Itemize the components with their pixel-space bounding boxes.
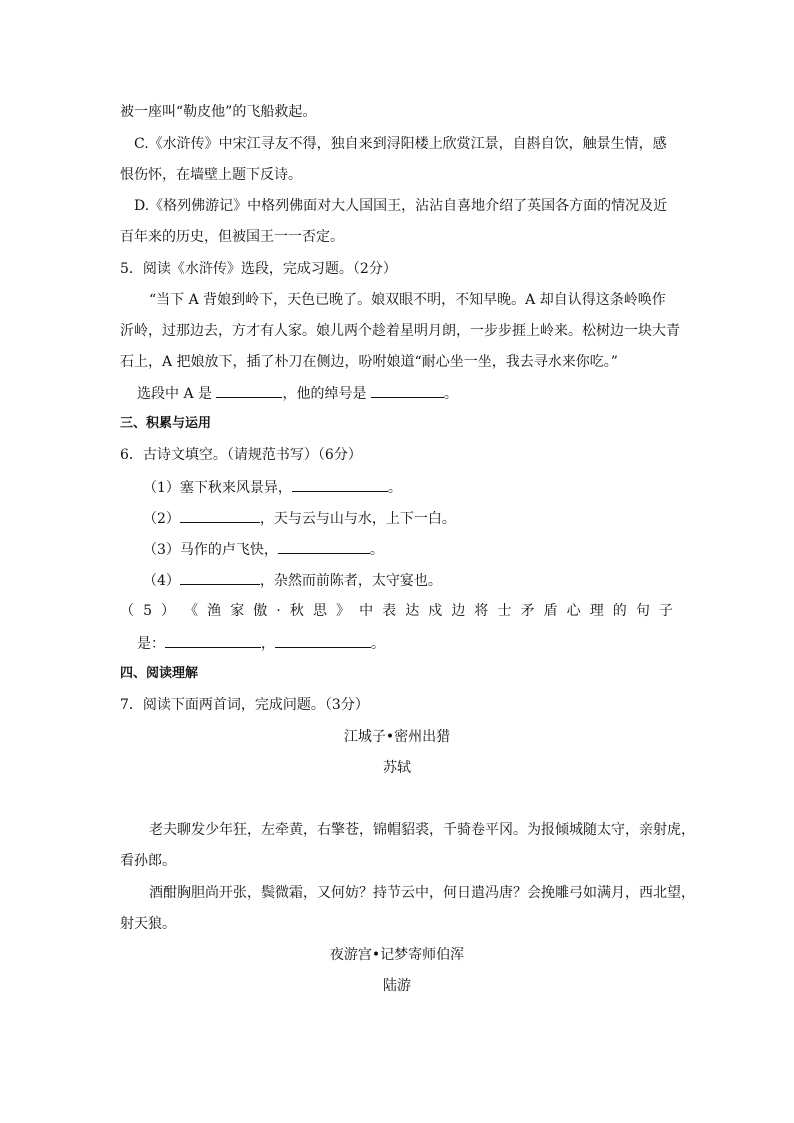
q6-5-char: 子 bbox=[658, 603, 673, 619]
q6-item-5-line2 bbox=[137, 633, 385, 654]
q6-5-comma: ， bbox=[261, 636, 275, 652]
q6-5-char: 》 bbox=[336, 603, 350, 619]
q6-3-text: （3）马作的卢飞快， bbox=[143, 542, 278, 558]
poem1-line4: 射天狼。 bbox=[120, 916, 176, 932]
poem1-line2: 看孙郎。 bbox=[120, 853, 176, 869]
q6-5-char: （ bbox=[120, 603, 134, 619]
q6-item-1 bbox=[143, 477, 402, 498]
q6-5-char: 将 bbox=[474, 603, 489, 619]
q6-1-blank[interactable] bbox=[292, 477, 388, 492]
q6-4-text: （4） bbox=[143, 573, 180, 589]
section-4-heading: 四、阅读理解 bbox=[120, 666, 199, 681]
answer-blank-a[interactable] bbox=[216, 383, 282, 398]
q6-item-4 bbox=[143, 570, 442, 591]
q6-5-char: 理 bbox=[589, 603, 604, 619]
q6-5-char: 家 bbox=[230, 603, 245, 619]
q6-item-2 bbox=[143, 508, 456, 529]
q6-item-5-line1 bbox=[120, 601, 673, 621]
poem2-title: 夜游宫•记梦寄师伯浑 bbox=[329, 947, 465, 963]
q6-5-char: 5 bbox=[143, 603, 152, 619]
q6-5-char: 秋 bbox=[289, 603, 304, 619]
poem2-author: 陆游 bbox=[383, 978, 411, 994]
q6-5-char: 矛 bbox=[520, 603, 535, 619]
q6-3-end: 。 bbox=[369, 542, 384, 558]
answer-blank-nickname[interactable] bbox=[371, 383, 444, 398]
q6-5-char: 达 bbox=[405, 603, 420, 619]
q6-5-char: ） bbox=[161, 603, 176, 619]
option-d-line2: 百年来的历史，但被国王一一否定。 bbox=[120, 229, 344, 245]
q6-4-end: ，杂然而前陈者，太守宴也。 bbox=[259, 573, 442, 589]
question-7: 7．阅读下面两首词，完成问题。（3分） bbox=[120, 697, 369, 713]
q6-3-blank[interactable] bbox=[278, 539, 370, 554]
q6-5-end: 。 bbox=[371, 636, 385, 652]
q6-2-blank[interactable] bbox=[180, 508, 260, 523]
q6-5-char: 思 bbox=[312, 603, 327, 619]
option-d-line1: D.《格列佛游记》中格列佛面对大人国国王，沾沾自喜地介绍了英国各方面的情况及近 bbox=[134, 198, 668, 214]
q6-5-char: 渔 bbox=[207, 603, 222, 619]
q6-5-char: 表 bbox=[382, 603, 397, 619]
poem1-line1: 老夫聊发少年狂，左牵黄，右擎苍，锦帽貂裘，千骑卷平冈。为报倾城随太守，亲射虎， bbox=[149, 822, 695, 838]
q6-5-char: 边 bbox=[451, 603, 466, 619]
excerpt-line3: 石上，A 把娘放下，插了朴刀在侧边，吩咐娘道“耐心坐一坐，我去寻水来你吃。” bbox=[120, 354, 618, 370]
q6-1-end: 。 bbox=[387, 480, 402, 496]
option-c-line2: 恨伤怀，在墙壁上题下反诗。 bbox=[120, 167, 302, 183]
q6-5-char: 的 bbox=[612, 603, 627, 619]
q6-5-blank-1[interactable] bbox=[165, 633, 261, 648]
q6-5-char: 戍 bbox=[428, 603, 443, 619]
q6-5-char: · bbox=[276, 603, 281, 619]
q6-5-char: 句 bbox=[635, 603, 650, 619]
poem1-author: 苏轼 bbox=[383, 760, 411, 776]
q6-5-char: 中 bbox=[359, 603, 374, 619]
q6-item-3 bbox=[143, 539, 384, 560]
q6-1-text: （1）塞下秋来风景异， bbox=[143, 480, 292, 496]
answer-prefix: 选段中 A 是 bbox=[137, 386, 217, 402]
question-5-answer-line bbox=[137, 383, 458, 404]
section-3-heading: 三、积累与运用 bbox=[120, 416, 212, 431]
q6-5-char: 盾 bbox=[543, 603, 558, 619]
q6-5-prefix: 是： bbox=[137, 636, 165, 652]
answer-end: 。 bbox=[443, 386, 458, 402]
excerpt-line1: “当下 A 背娘到岭下，天色已晚了。娘双眼不明，不知早晚。A 却自认得这条岭唤作 bbox=[149, 292, 666, 308]
question-5: 5．阅读《水浒传》选段，完成习题。（2分） bbox=[120, 261, 397, 277]
q6-4-blank[interactable] bbox=[180, 570, 260, 585]
q6-5-blank-2[interactable] bbox=[275, 633, 371, 648]
question-6: 6．古诗文填空。（请规范书写）（6分） bbox=[120, 447, 362, 463]
excerpt-line2: 沂岭，过那边去，方才有人家。娘儿两个趁着星明月朗，一步步捱上岭来。松树边一块大青 bbox=[120, 323, 680, 339]
q6-2-end: ，天与云与山与水，上下一白。 bbox=[259, 511, 456, 527]
q6-5-char: 傲 bbox=[253, 603, 268, 619]
option-b-continued: 被一座叫“勒皮他”的飞船救起。 bbox=[120, 104, 317, 120]
poem1-title: 江城子•密州出猎 bbox=[343, 729, 451, 745]
q6-5-char: 心 bbox=[566, 603, 581, 619]
q6-5-char: 《 bbox=[184, 603, 199, 619]
q6-5-char: 士 bbox=[497, 603, 512, 619]
poem1-line3: 酒酣胸胆尚开张，鬓微霜，又何妨？持节云中，何日遣冯唐？会挽雕弓如满月，西北望， bbox=[149, 885, 695, 901]
option-c-line1: C.《水浒传》中宋江寻友不得，独自来到浔阳楼上欣赏江景，自斟自饮，触景生情，感 bbox=[134, 136, 667, 152]
answer-mid: ，他的绰号是 bbox=[282, 386, 371, 402]
q6-2-text: （2） bbox=[143, 511, 180, 527]
